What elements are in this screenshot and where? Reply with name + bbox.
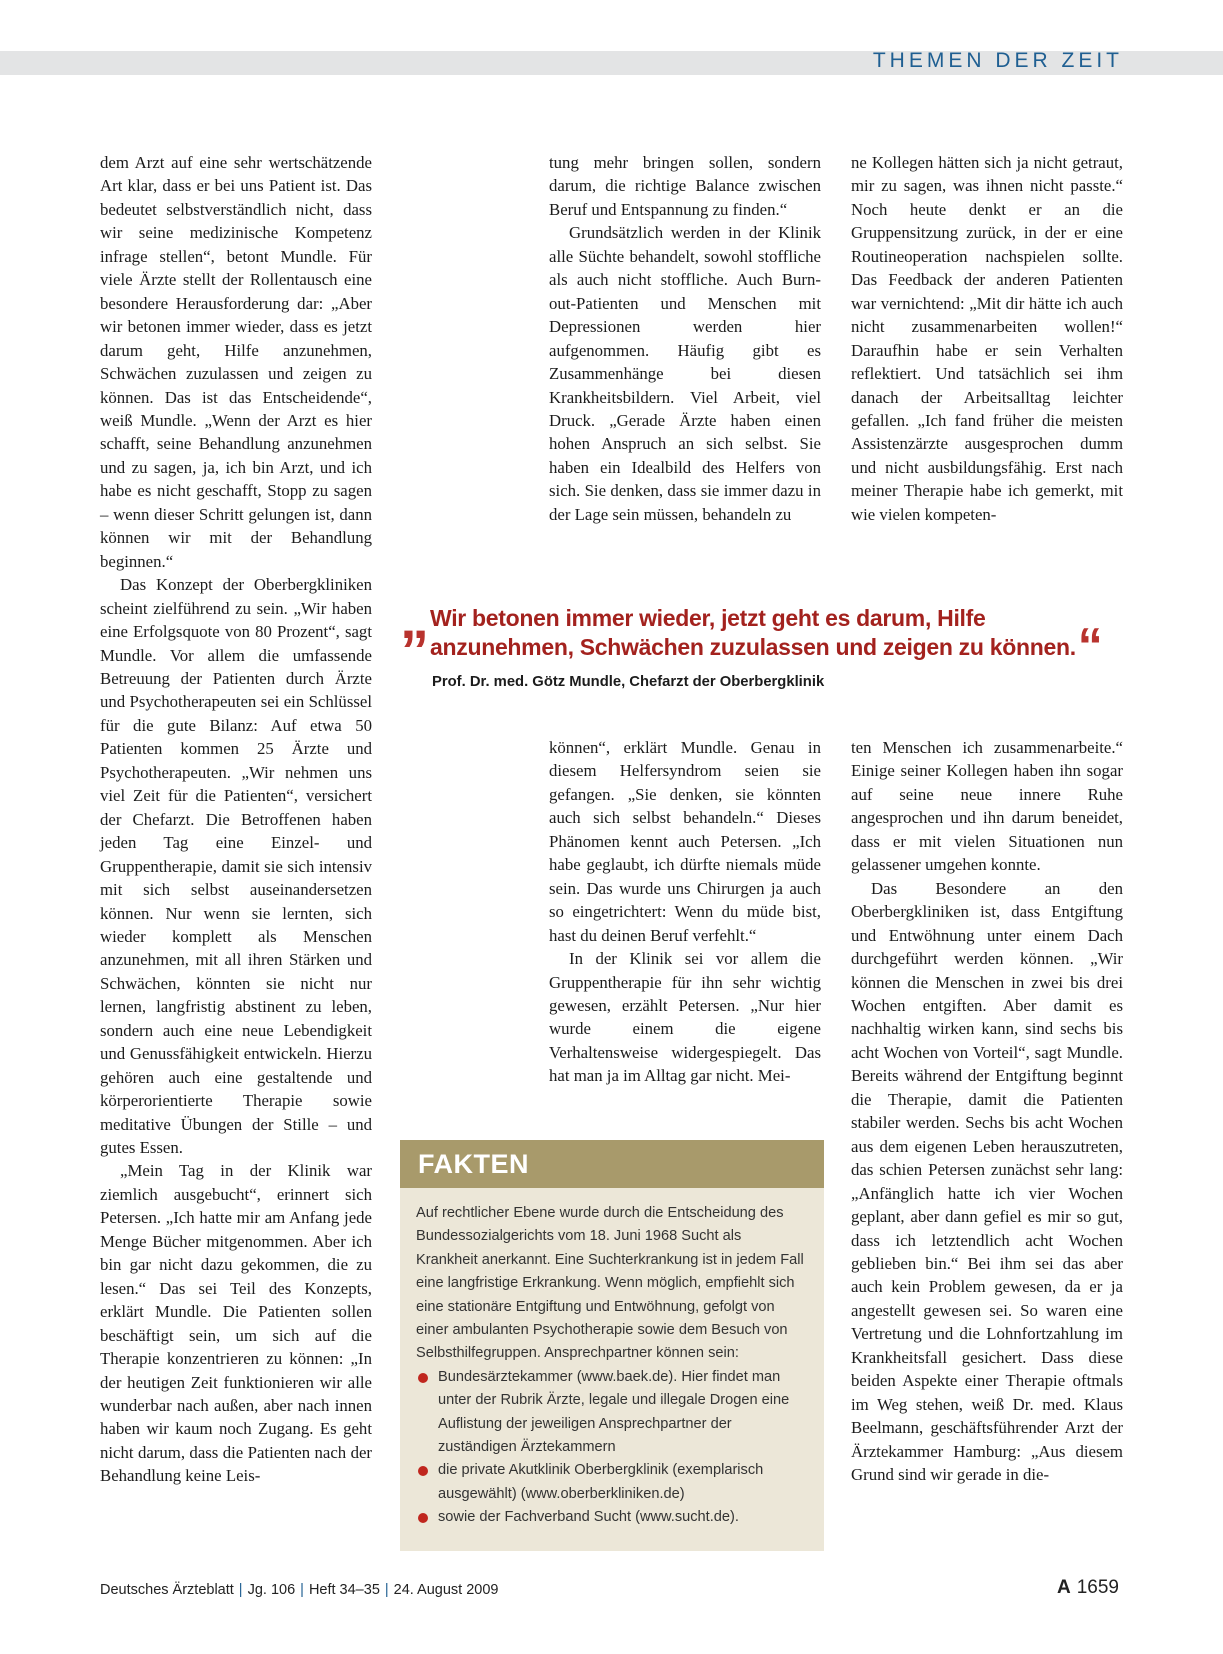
pull-quote: [400, 586, 1145, 696]
paragraph: ne Kollegen hätten sich ja nicht getraut, mir zu sagen, was ihnen nicht passte.“ Noch heute denkt er an die Gruppensitzung zurück, in der er eine Routineoperation nachspielen sollte. Das Feedback der anderen Patienten war vernichtend: „Mit dir hätte ich auch nicht zusammenarbeiten wollen!“ Daraufhin habe er sein Verhalten reflektiert. Und tatsächlich sei ihm danach der Arbeitsalltag leichter gefallen. „Ich fand früher die meisten Assistenzärzte ausgesprochen dumm und nicht ausbildungsfähig. Erst nach meiner Therapie habe ich gemerkt, mit wie vielen kompeten-: [851, 153, 1123, 524]
article-column-3-bottom: [851, 736, 1123, 1551]
facts-item-text: Bundesärztekammer (www.baek.de). Hier findet man unter der Rubrik Ärzte, legale und illegale Drogen eine Auflistung der jeweiligen Ansprechpartner der zuständigen Ärztekammern: [438, 1368, 790, 1456]
article-column-1: [100, 151, 372, 1546]
bullet-icon: [418, 1513, 428, 1523]
facts-list-item: [416, 1506, 804, 1529]
issue-date: 24. August 2009: [393, 1582, 499, 1598]
article-column-2-top: [549, 151, 821, 544]
paragraph: „Mein Tag in der Klinik war ziemlich ausgebucht“, erinnert sich Petersen. „Ich hatte mir am Anfang jede Menge Bücher mitgenommen. Aber ich bin gar nicht dazu gekommen, die zu lesen.“ Das sei Teil des Konzepts, erklärt Mundle. Die Patienten sollen beschäftigt sein, um sich auf die Therapie konzentrieren zu können: „In der heutigen Zeit funktionieren wir alle wunderbar nach außen, aber nach innen haben wir kaum noch Zugang. Es geht nicht darum, dass die Patienten nach der Behandlung keine Leis-: [100, 1161, 372, 1486]
section-title: THEMEN DER ZEIT: [872, 49, 1123, 72]
facts-list: [416, 1366, 804, 1530]
separator: |: [300, 1582, 304, 1598]
separator: |: [238, 1582, 243, 1598]
open-quote-mark: „: [400, 586, 429, 651]
paragraph: Das Konzept der Oberbergkliniken scheint zielführend zu sein. „Wir haben eine Erfolgsquote von 80 Prozent“, sagt Mundle. Vor allem die umfassende Betreuung der Patienten durch Ärzte und Psychotherapeuten sei ein Schlüssel für die gute Bilanz: Auf etwa 50 Patienten kommen 25 Ärzte und Psychotherapeuten. „Wir nehmen uns viel Zeit für die Patienten“, versichert der Chefarzt. Die Betroffenen haben jeden Tag eine Einzel- und Gruppentherapie, damit sie sich intensiv mit sich selbst auseinandersetzen können. Nur wenn sie lernten, sich wieder komplett als Menschen anzunehmen, mit all ihren Stärken und Schwächen, könnten sie nicht nur lernen, langfristig abstinent zu leben, sondern auch eine neue Lebendigkeit und Genussfähigkeit entwickeln. Hierzu gehören auch eine gestaltende und körperorientierte Therapie sowie meditative Übungen der Stille – und gutes Essen.: [100, 575, 372, 1158]
article-column-3-top: [851, 151, 1123, 544]
pull-quote-text: [430, 604, 1130, 674]
footer-citation: [100, 1582, 499, 1598]
paragraph: können“, erklärt Mundle. Genau in diesem Helfersyndrom seien sie gefangen. „Sie denken, sie könnten auch sich selbst behandeln.“ Dieses Phänomen kennt auch Petersen. „Ich habe geglaubt, ich dürfte niemals müde sein. Das wurde uns Chirurgen ja auch so eingetrichtert: Wenn du müde bist, hast du deinen Beruf verfehlt.“: [549, 738, 821, 945]
page-number: [1057, 1577, 1119, 1599]
bullet-icon: [418, 1466, 428, 1476]
facts-item-text: die private Akutklinik Oberbergklinik (exemplarisch ausgewählt) (www.oberberkliniken.de): [438, 1462, 764, 1502]
journal-name: Deutsches Ärzteblatt: [100, 1582, 234, 1598]
paragraph: Grundsätzlich werden in der Klinik alle Süchte behandelt, sowohl stoffliche als auch nicht stoffliche. Auch Burn-out-Patienten und Menschen mit Depressionen werden hier aufgenommen. Häufig gibt es Zusammenhänge bei diesen Krankheitsbildern. Viel Arbeit, viel Druck. „Gerade Ärzte haben einen hohen Anspruch an sich selbst. Sie haben ein Idealbild des Helfers von sich. Sie denken, dass sie immer dazu in der Lage sein müssen, behandeln zu: [549, 223, 821, 524]
facts-item-text: sowie der Fachverband Sucht (www.sucht.de).: [438, 1509, 739, 1526]
pull-quote-source: Prof. Dr. med. Götz Mundle, Chefarzt der Oberbergklinik: [432, 674, 825, 690]
paragraph: ten Menschen ich zusammenarbeite.“ Einige seiner Kollegen haben ihn sogar auf seine neue innere Ruhe angesprochen und ihn darum beneidet, dass er mit vielen Situationen nun gelassener umgehen konnte.: [851, 738, 1123, 875]
bullet-icon: [418, 1373, 428, 1383]
issue: Heft 34–35: [308, 1582, 380, 1598]
pull-quote-body: Wir betonen immer wieder, jetzt geht es darum, Hilfe anzunehmen, Schwächen zuzulassen und zeigen zu können.: [430, 605, 1076, 660]
paragraph: tung mehr bringen sollen, sondern darum, die richtige Balance zwischen Beruf und Entspannung zu finden.“: [549, 153, 821, 219]
page-prefix: A: [1056, 1577, 1071, 1598]
page-number-value: 1659: [1076, 1577, 1119, 1598]
article-column-2-bottom: [549, 736, 821, 1111]
volume: Jg. 106: [247, 1582, 296, 1598]
facts-box: [400, 1140, 824, 1551]
separator: |: [384, 1582, 389, 1598]
facts-list-item: [416, 1366, 804, 1460]
close-quote-mark: “: [1077, 618, 1103, 674]
paragraph: dem Arzt auf eine sehr wertschätzende Art klar, dass er bei uns Patient ist. Das bedeutet selbstverständlich nicht, dass wir seine medizinische Kompetenz infrage stellen“, betont Mundle. Für viele Ärzte stellt der Rollentausch eine besondere Herausforderung dar: „Aber wir betonen immer wieder, dass es jetzt darum geht, Hilfe anzunehmen, Schwächen zuzulassen und zeigen zu können. Das ist das Entscheidende“, weiß Mundle. „Wenn der Arzt es hier schafft, seine Behandlung anzunehmen und zu sagen, ja, ich bin Arzt, und ich habe es nicht geschafft, Stopp zu sagen – wenn dieser Schritt gelungen ist, dann können wir mit der Behandlung beginnen.“: [100, 153, 372, 571]
facts-body: [400, 1188, 824, 1530]
facts-title: FAKTEN: [400, 1140, 824, 1188]
facts-list-item: [416, 1459, 804, 1506]
paragraph: In der Klinik sei vor allem die Gruppentherapie für ihn sehr wichtig gewesen, erzählt Petersen. „Nur hier wurde einem die eigene Verhaltensweise widergespiegelt. Das hat man ja im Alltag gar nicht. Mei-: [549, 949, 821, 1086]
facts-intro: Auf rechtlicher Ebene wurde durch die Entscheidung des Bundessozialgerichts vom 18. Juni 1968 Sucht als Krankheit anerkannt. Eine Suchterkrankung ist in jedem Fall eine langfristige Erkrankung. Wenn möglich, empfiehlt sich eine stationäre Entgiftung und Entwöhnung, gefolgt von einer ambulanten Psychotherapie sowie dem Besuch von Selbsthilfegruppen. Ansprechpartner können sein:: [416, 1205, 804, 1362]
paragraph: Das Besondere an den Oberbergkliniken ist, dass Entgiftung und Entwöhnung unter einem Dach durchgeführt werden können. „Wir können die Menschen in zwei bis drei Wochen entgiften. Aber damit es nachhaltig wirken kann, sind sechs bis acht Wochen von Vorteil“, sagt Mundle. Bereits während der Entgiftung beginnt die Therapie, damit die Patienten stabiler werden. Sechs bis acht Wochen aus dem eigenen Leben herauszutreten, das schien Petersen zunächst sehr lang: „Anfänglich hatte ich vier Wochen geplant, aber dann gefiel es mir so gut, dass ich letztendlich acht Wochen geblieben bin.“ Bei ihm sei das aber auch kein Problem gewesen, da er ja angestellt gewesen sei. So waren eine Vertretung und die Lohnfortzahlung im Krankheitsfall gesichert. Dass diese beiden Aspekte einer Therapie oftmals im Weg stehen, weiß Dr. med. Klaus Beelmann, geschäftsführender Arzt der Ärztekammer Hamburg: „Aus diesem Grund sind wir gerade in die-: [851, 878, 1123, 1485]
